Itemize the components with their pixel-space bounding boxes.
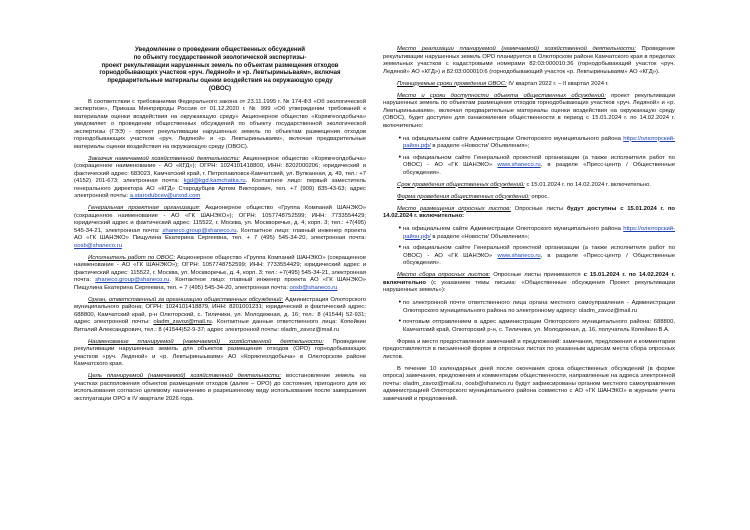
collect-text: Опросные листы принимаются — [493, 272, 581, 278]
list-item: • почтовым отправлением в адрес администрации Олюторского муниципального района: 688800, Камчатский край, Олюторский р-н, с. Тиличики, ул. Молодежная, д. 16, получатель Копейкин В.А. — [403, 318, 675, 334]
list-item-text: на официальном сайте Генеральной проектной организации (а также исполнителя работ по ОВОС) - АО «ГК ШАНЭКО» — [403, 154, 675, 168]
collect-paragraph — [383, 272, 675, 295]
authority-label: Орган, ответственный за организацию общественных обсуждений: — [88, 296, 284, 303]
terms-text: IV квартал 2022 г. – II квартал 2024 г. — [508, 80, 609, 87]
list-item-text: , в разделе «Пресс-центр / Общественные обсуждения». — [403, 162, 675, 176]
goal-label: Цель планируемой (намечаемой) хозяйственной деятельности: — [88, 373, 281, 380]
list-item-text: , в разделе «Пресс-центр / Общественные обсуждения». — [403, 252, 675, 266]
list-item-text: на официальном сайте Генеральной проектной организации (а также исполнителя работ по ОВОС) - АО «ГК ШАНЭКО» — [403, 245, 675, 259]
title-line: (ОВОС) — [208, 84, 232, 92]
list-item — [403, 154, 675, 178]
form-text: опрос. — [531, 193, 549, 200]
site-link[interactable]: https://олюторский-район.рф/ — [403, 135, 676, 149]
designer-text: Акционерное общество «Группа Компаний ШАНЭКО» (сокращенное наименование - АО «ГК ШАНЭКО»); ОГРН: 1057748752599; ИНН: 7733554429; юридический адрес и фактический адрес: 115522, г. Москва, ул. Москворечье, д. 4, корп. 3; тел.: +7(495) 545-34-21, электронная почта: — [74, 205, 366, 234]
list-item-text: на официальном сайте Администрации Олюторского муниципального района — [403, 226, 621, 232]
authority-text: Администрация Олюторского муниципального района; ОГРН: 1024101418879, ИНН: 8201001231; юридический и фактический адрес: 688800, Камчатский край, р-н Олюторский, с. Тиличики, ул. Молодежная, д. 16; тел.: 8 (41544) 52-931; адрес электронной почты: — [74, 296, 366, 326]
ovos-email-link[interactable]: shaneco.group@shaneco.ru — [95, 277, 170, 284]
access-paragraph — [383, 93, 675, 131]
customer-email-link[interactable]: kgd@kgd.kamchatka.ru — [183, 178, 246, 185]
collect-text-2: (с указанием темы письма: «Общественные обсуждения Проект рекультивации нарушенных земель»): — [383, 279, 675, 293]
authority-text-2: . Контактные данные ответственного лица: Копейкин Виталий Александрович, тел.: 8 (41544)52-9-37; адрес электронной почты: oladm_zavoz@mail.ru — [74, 319, 366, 333]
terms-paragraph — [383, 81, 675, 89]
site-link[interactable]: https://олюторский-район.рф/ — [403, 226, 676, 240]
ovos-label: Исполнитель работ по ОВОС: — [88, 254, 176, 261]
quest-list — [383, 225, 675, 268]
goal-paragraph — [74, 373, 366, 403]
collect-list — [383, 299, 675, 334]
goal-text: восстановление земель на участках расположения объектов размещения отходов (далее – ОРО) до состояния, пригодного для их использования согласно целевому назначению и разрешенному виду использования после завершения эксплуатации ОРО в IV квартале 2026 года. — [74, 373, 367, 402]
site-link[interactable]: www.shaneco.ru — [497, 252, 541, 259]
list-item-text: в разделе «Новости/ Объявления»; — [430, 233, 530, 240]
site-link[interactable]: www.shaneco.ru — [497, 162, 541, 168]
designer-email-link[interactable]: shaneco.group@shaneco.ru — [162, 227, 237, 234]
ovos-text-2: . Контактное лицо: главный инженер проекта АО «ГК ШАНЭКО» Пищулина Екатерина Сергеевна, тел. + 7 (495) 545-34-20, электронная почта: — [74, 277, 366, 291]
designer-label: Генеральная проектная организация: — [88, 205, 201, 212]
authority-paragraph — [74, 297, 366, 335]
customer-email-link-2[interactable]: a.starodubcev@ursod.com — [129, 193, 201, 200]
access-text: проект рекультивации нарушенных земель по объектам размещения отходов горнодобывающих участков «руч. Ледяной» и «р. Левтыриныьваям», включая предварительные материалы оценки воздействия на окружающую среду (ОВОС), будет доступен для ознакомления общественности в период с 15.01.2024 г. по 14.02.2024 г. включительно: — [383, 92, 675, 129]
title-line: Уведомление о проведении общественных обсуждений — [134, 46, 306, 53]
title-line: предварительные материалы оценки воздействия на окружающую среду — [107, 77, 333, 85]
customer-paragraph — [74, 156, 366, 201]
list-item — [403, 135, 675, 151]
ovos-paragraph — [74, 255, 366, 293]
title-line: проект рекультивации нарушенных земель по объектам размещения отходов — [101, 61, 339, 69]
quest-text: Опросные листы — [514, 205, 564, 212]
terms-label: Планируемые сроки проведения ОВОС: — [397, 80, 507, 87]
list-item-text: на официальном сайте Администрации Олюторского муниципального района — [403, 135, 621, 142]
place-label: Место реализации планируемой (намечаемой) хозяйственной деятельности: — [397, 46, 636, 52]
place-paragraph — [383, 46, 675, 76]
activity-paragraph — [74, 339, 366, 369]
collect-label: Место сбора опросных листов: — [397, 272, 491, 278]
period-text: с 15.01.2024 г. по 14.02.2024 г. включительно. — [526, 181, 652, 188]
title-line: горнодобывающих участков «руч. Ледяной» и «р. Левтыриныьваям», включая — [99, 69, 341, 77]
form-paragraph — [383, 194, 675, 202]
fixation-paragraph: В течение 10 календарных дней после окончания срока общественных обсуждений (в форме опроса) замечания, предложения и комментарии общественности, направленные на адреса электронной почты: oladm_zavoz@mail.ru, oosb@shaneco.ru будут зафиксированы органом местного самоуправления администрацией Олюторского муниципального района совместно с АО «ГК ШАНЭКО» в журнале учета замечаний и предложений. — [383, 365, 675, 402]
list-item — [403, 244, 675, 268]
designer-text-2: . Контактное лицо: главный инженер проекта АО «ГК ШАНЭКО» Пищулина Екатерина Сергеевна, тел. + 7 (495) 545-34-20, электронная почта: — [74, 227, 367, 242]
customer-text-2: . Контактное лицо: первый заместитель генерального директора АО «КГД» Стародубцев Артем Викторович, тел. +7 (909) 835-43-63; адрес электронной почты: — [74, 178, 366, 200]
activity-label: Наименование планируемой (намечаемой) хозяйственной деятельности: — [88, 338, 324, 345]
quest-dates: будут доступны с 15.01.2024 г. по 14.02.2024 г. включительно: — [383, 205, 675, 219]
right-column — [383, 46, 675, 408]
period-paragraph — [383, 182, 675, 190]
access-list — [383, 135, 675, 178]
intro-paragraph: В соответствии с требованиями Федерального закона от 23.11.1995 г. № 174-ФЗ «Об экологической экспертизе», Приказа Минприроды России от 01.12.2020 г. № 999 «Об утверждении требований к материалам оценки воздействия на окружающую среду» Акционерное общество «Корякгеолдобыча» уведомляет о проведении общественных обсуждений по объекту государственной экологической экспертизы (ГЭЭ) - проект рекультивации нарушенных земель по объектам размещения отходов горнодобывающих участков «руч. Ледяной» и «р. Левтыриныьваям», включая предварительные материалы оценки воздействия на окружающую среду (ОВОС). — [74, 98, 366, 150]
access-label: Место и сроки доступности объекта общественных обсуждений: — [397, 92, 606, 99]
notice-title — [74, 46, 366, 93]
form-label: Форма проведения общественных обсуждений: — [397, 193, 530, 200]
list-item: • по электронной почте ответственного лица органа местного самоуправления - Администрации Олюторского муниципального района по электронному адресу: oladm_zavoz@mail.ru — [403, 299, 675, 315]
customer-text: Акционерное общество «Корякгеолдобыча» (сокращенное наименование - АО «КГД»); ОГРН: 1024101418800, ИНН: 8202000206; юридический и фактический адрес: 683023, Камчатский край, г. Петропавловск-Камчатский, ул. Вулканная, д. 49, тел.: +7 (4152) 201-673; электронная почта: — [74, 155, 366, 185]
customer-label: Заказчик намечаемой хозяйственной деятельности: — [88, 155, 241, 162]
remarks-paragraph: Форма и место предоставления замечаний и предложений: замечания, предложения и комментарии предоставляются в письменной форме в опросных листах по указанным адресам места сбора опросных листов. — [383, 338, 675, 360]
ovos-email-link-2[interactable]: oosb@shaneco.ru — [289, 284, 338, 291]
title-line: по объекту государственной экологической экспертизы- — [133, 53, 307, 61]
quest-label: Место размещения опросных листов: — [397, 205, 511, 212]
designer-paragraph — [74, 205, 366, 250]
place-text: Проведение рекультивации нарушенных земель ОРО планируется в Олюторском районе Камчатского края в пределах земельных участков с кадастровыми номерами 82:03:000010:36 (горнодобывающий участок «руч. Ледяной» АО «КГД») и 82:03:000010:6 (горнодобывающий участок «р. Левтыриныьваям» АО «КГД»). — [383, 46, 676, 75]
list-item — [403, 225, 675, 241]
authority-email[interactable]: oladm_zavoz@mail.ru — [153, 319, 212, 326]
activity-text: Проведение рекультивации нарушенных земель для объектов размещения отходов (ОРО) горнодобывающих участков «руч. Ледяной» и «р. Левтыриныьваям» АО «Корякгеолдобыча» в Олюторском районе Камчатского края. — [74, 338, 366, 368]
quest-paragraph — [383, 206, 675, 221]
left-column — [74, 46, 366, 408]
collect-dates: с 15.01.2024 г. по 14.02.2024 г. включительно — [383, 272, 676, 286]
designer-email-link-2[interactable]: oosb@shaneco.ru — [74, 242, 122, 249]
ovos-text: Акционерное общество «Группа Компаний ШАНЭКО» (сокращенное наименование - АО «ГК ШАНЭКО»); ОГРН: 1057748752599; ИНН: 7733554429; юридический адрес и фактический адрес: 115522, г. Москва, ул. Москворечье, д. 4, корп. 3; тел.: +7(495) 545-34-21, электронная почта: — [74, 254, 367, 284]
period-label: Срок проведения общественных обсуждений: — [397, 181, 525, 188]
list-item-text: в разделе «Новости/ Объявления»; — [430, 143, 530, 149]
